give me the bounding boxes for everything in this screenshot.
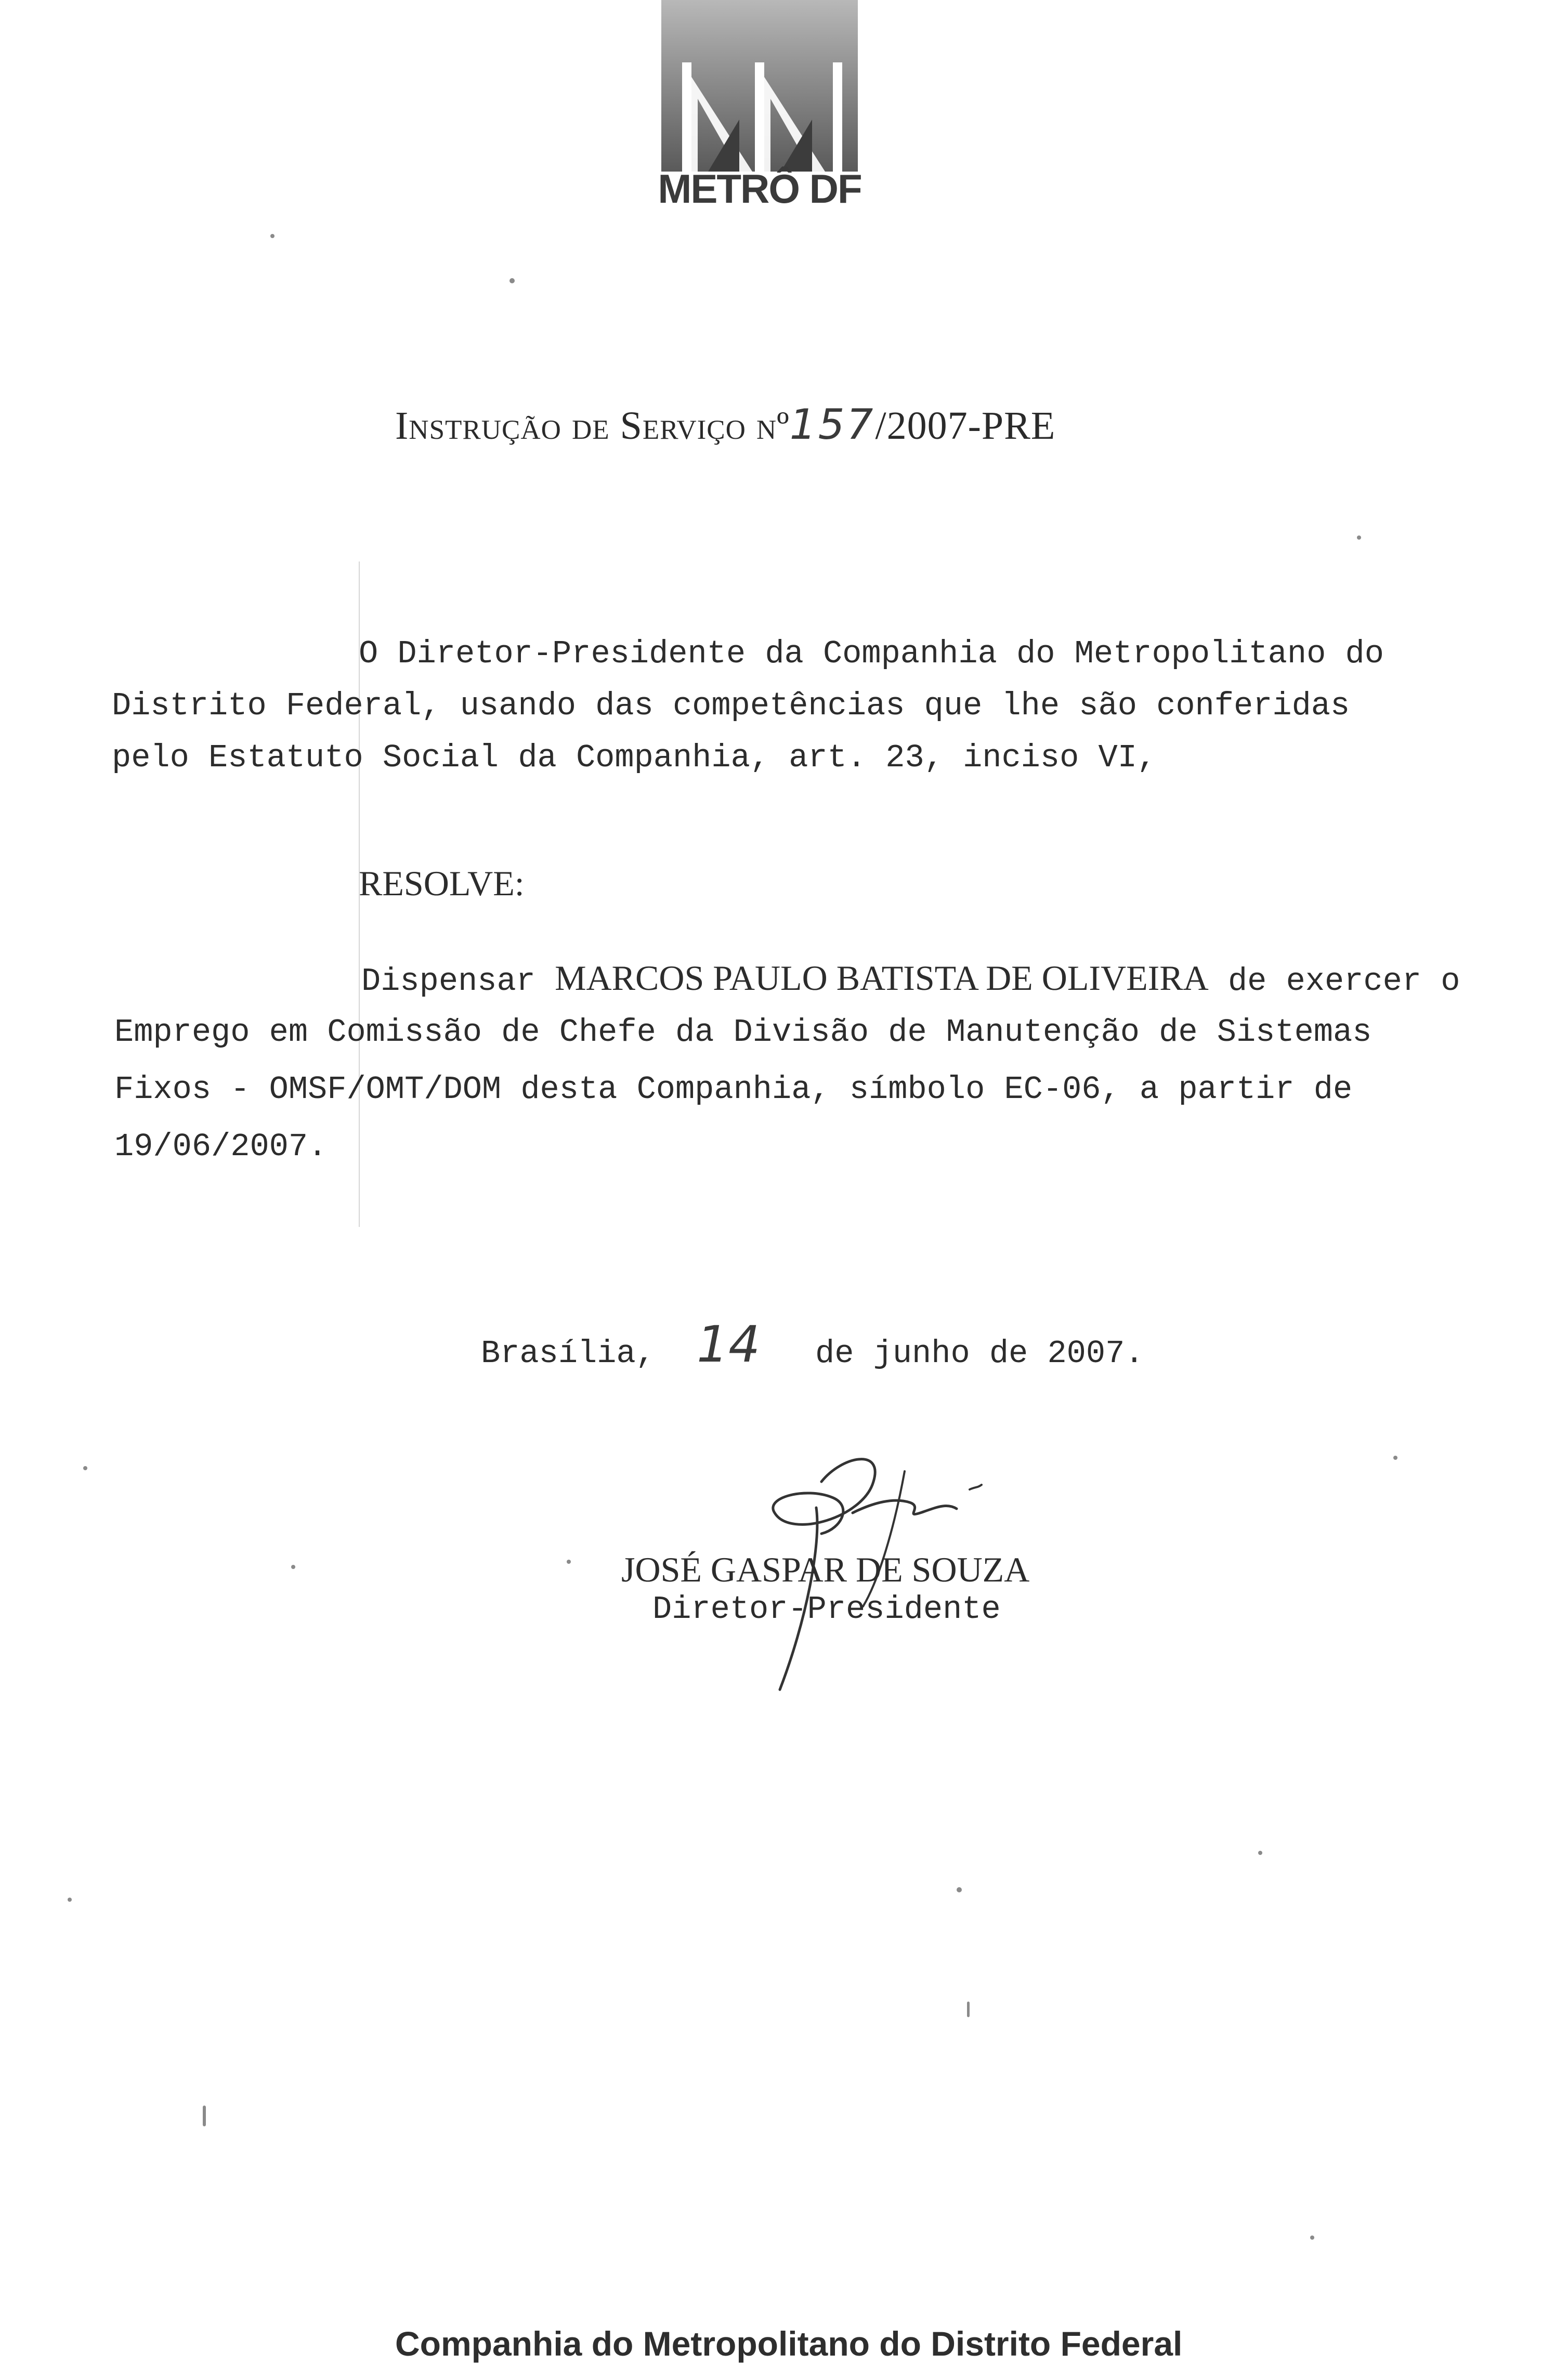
- scan-speck: [291, 1565, 295, 1569]
- scan-speck: [1357, 535, 1361, 540]
- document-title: [395, 400, 1055, 449]
- preamble-line-2: Distrito Federal, usando das competências que lhe são conferidas: [112, 687, 1350, 724]
- scan-speck: [270, 234, 275, 238]
- body-line-1: [361, 958, 1460, 1000]
- logo-wordmark: METRÔ DF: [658, 166, 861, 212]
- metro-df-logo: [656, 0, 863, 212]
- dismissed-employee-name: MARCOS PAULO BATISTA DE OLIVEIRA: [555, 958, 1209, 998]
- preamble-line-3: pelo Estatuto Social da Companhia, art. 23, inciso VI,: [112, 739, 1157, 776]
- signer-name: JOSÉ GASPAR DE SOUZA: [621, 1550, 1030, 1589]
- scan-speck: [957, 1887, 962, 1892]
- scan-speck: [567, 1560, 571, 1564]
- scan-speck: [1393, 1456, 1397, 1460]
- scan-speck: [68, 1898, 72, 1902]
- scan-speck: [509, 278, 515, 283]
- scan-speck: [967, 2002, 970, 2017]
- metro-logo-icon: [661, 0, 858, 172]
- scan-speck: [203, 2106, 206, 2126]
- date-suffix: de junho de 2007.: [815, 1335, 1144, 1372]
- title-prefix: Instrução de Serviço nº: [395, 404, 790, 448]
- preamble-line-1: O Diretor-Presidente da Companhia do Metropolitano do: [359, 635, 1384, 672]
- signer-title: Diretor-Presidente: [652, 1591, 1001, 1628]
- date-prefix: Brasília,: [481, 1335, 655, 1372]
- body-line-2: Emprego em Comissão de Chefe da Divisão de Manutenção de Sistemas: [114, 1014, 1372, 1051]
- body-line-1-prefix: Dispensar: [361, 963, 555, 1000]
- date-day-handwritten: 14: [697, 1315, 761, 1374]
- body-line-1-suffix: de exercer o: [1208, 963, 1460, 1000]
- body-line-4: 19/06/2007.: [114, 1128, 328, 1165]
- resolve-label: RESOLVE:: [359, 864, 525, 903]
- scan-speck: [83, 1466, 87, 1470]
- title-suffix: /2007-PRE: [875, 404, 1056, 448]
- scan-speck: [1258, 1851, 1262, 1855]
- scan-speck: [1310, 2236, 1314, 2240]
- body-line-3: Fixos - OMSF/OMT/DOM desta Companhia, símbolo EC-06, a partir de: [114, 1071, 1353, 1108]
- title-number-handwritten: 157: [789, 400, 876, 449]
- footer-company-name: Companhia do Metropolitano do Distrito Federal: [395, 2324, 1183, 2363]
